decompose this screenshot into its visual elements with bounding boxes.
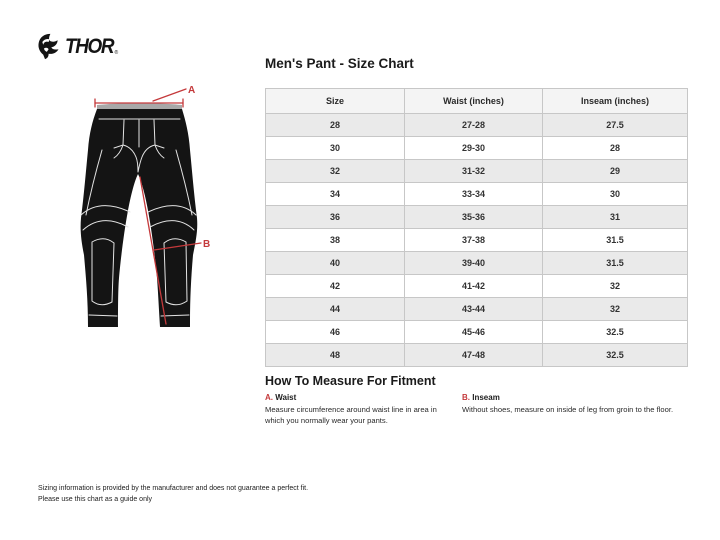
table-cell: 35-36: [405, 206, 543, 229]
table-row: [266, 160, 688, 183]
table-body: [266, 114, 688, 367]
table-cell: 46: [266, 321, 405, 344]
table-cell: 47-48: [405, 344, 543, 367]
measure-item-inseam: [462, 393, 692, 426]
label-a: A: [188, 85, 196, 96]
table-cell: 32.5: [543, 344, 688, 367]
table-cell: 30: [543, 183, 688, 206]
table-row: [266, 321, 688, 344]
table-cell: 32.5: [543, 321, 688, 344]
table-row: [266, 344, 688, 367]
table-cell: 31.5: [543, 229, 688, 252]
table-row: [266, 298, 688, 321]
table-row: [266, 206, 688, 229]
how-to-measure-heading: How To Measure For Fitment: [265, 374, 436, 388]
table-cell: 32: [543, 298, 688, 321]
table-cell: 32: [266, 160, 405, 183]
brand-logo-text: THOR: [65, 34, 114, 58]
table-cell: 45-46: [405, 321, 543, 344]
table-row: [266, 229, 688, 252]
table-row: [266, 183, 688, 206]
label-b: B: [203, 239, 211, 250]
table-row: [266, 137, 688, 160]
table-cell: 32: [543, 275, 688, 298]
disclaimer-line-1: Sizing information is provided by the manufacturer and does not guarantee a perfect fit.: [38, 485, 309, 492]
table-cell: 34: [266, 183, 405, 206]
table-cell: 33-34: [405, 183, 543, 206]
table-cell: 31.5: [543, 252, 688, 275]
how-to-measure-section: [265, 374, 697, 426]
table-cell: 40: [266, 252, 405, 275]
measure-letter-a: A.: [265, 393, 273, 402]
table-cell: 28: [266, 114, 405, 137]
table-cell: 38: [266, 229, 405, 252]
table-row: [266, 252, 688, 275]
table-cell: 41-42: [405, 275, 543, 298]
sizing-disclaimer: [38, 483, 308, 505]
table-cell: 27.5: [543, 114, 688, 137]
table-cell: 39-40: [405, 252, 543, 275]
table-cell: 36: [266, 206, 405, 229]
measure-desc-inseam: Without shoes, measure on inside of leg from groin to the floor.: [462, 405, 674, 414]
measure-desc-waist: Measure circumference around waist line in area in which you normally wear your pants.: [265, 405, 437, 425]
brand-trademark: ®: [114, 50, 119, 56]
table-cell: 27-28: [405, 114, 543, 137]
table-cell: 29-30: [405, 137, 543, 160]
column-header: Inseam (inches): [543, 89, 688, 114]
column-header: Waist (inches): [405, 89, 543, 114]
table-header-row: [266, 89, 688, 114]
column-header: Size: [266, 89, 405, 114]
table-cell: 48: [266, 344, 405, 367]
table-cell: 44: [266, 298, 405, 321]
table-cell: 31-32: [405, 160, 543, 183]
table-row: [266, 114, 688, 137]
table-cell: 37-38: [405, 229, 543, 252]
table-cell: 43-44: [405, 298, 543, 321]
waist-callout-line: [153, 89, 186, 101]
disclaimer-line-2: Please use this chart as a guide only: [38, 496, 153, 504]
measure-label-waist: Waist: [275, 393, 297, 402]
table-row: [266, 275, 688, 298]
table-cell: 42: [266, 275, 405, 298]
measure-item-waist: [265, 393, 462, 426]
table-cell: 29: [543, 160, 688, 183]
table-cell: 30: [266, 137, 405, 160]
size-chart-table: [265, 88, 688, 367]
table-cell: 28: [543, 137, 688, 160]
measure-letter-b: B.: [462, 393, 470, 402]
pants-measurement-diagram: [40, 50, 260, 350]
table-cell: 31: [543, 206, 688, 229]
measure-label-inseam: Inseam: [472, 393, 500, 402]
page-title: Men's Pant - Size Chart: [265, 56, 414, 71]
